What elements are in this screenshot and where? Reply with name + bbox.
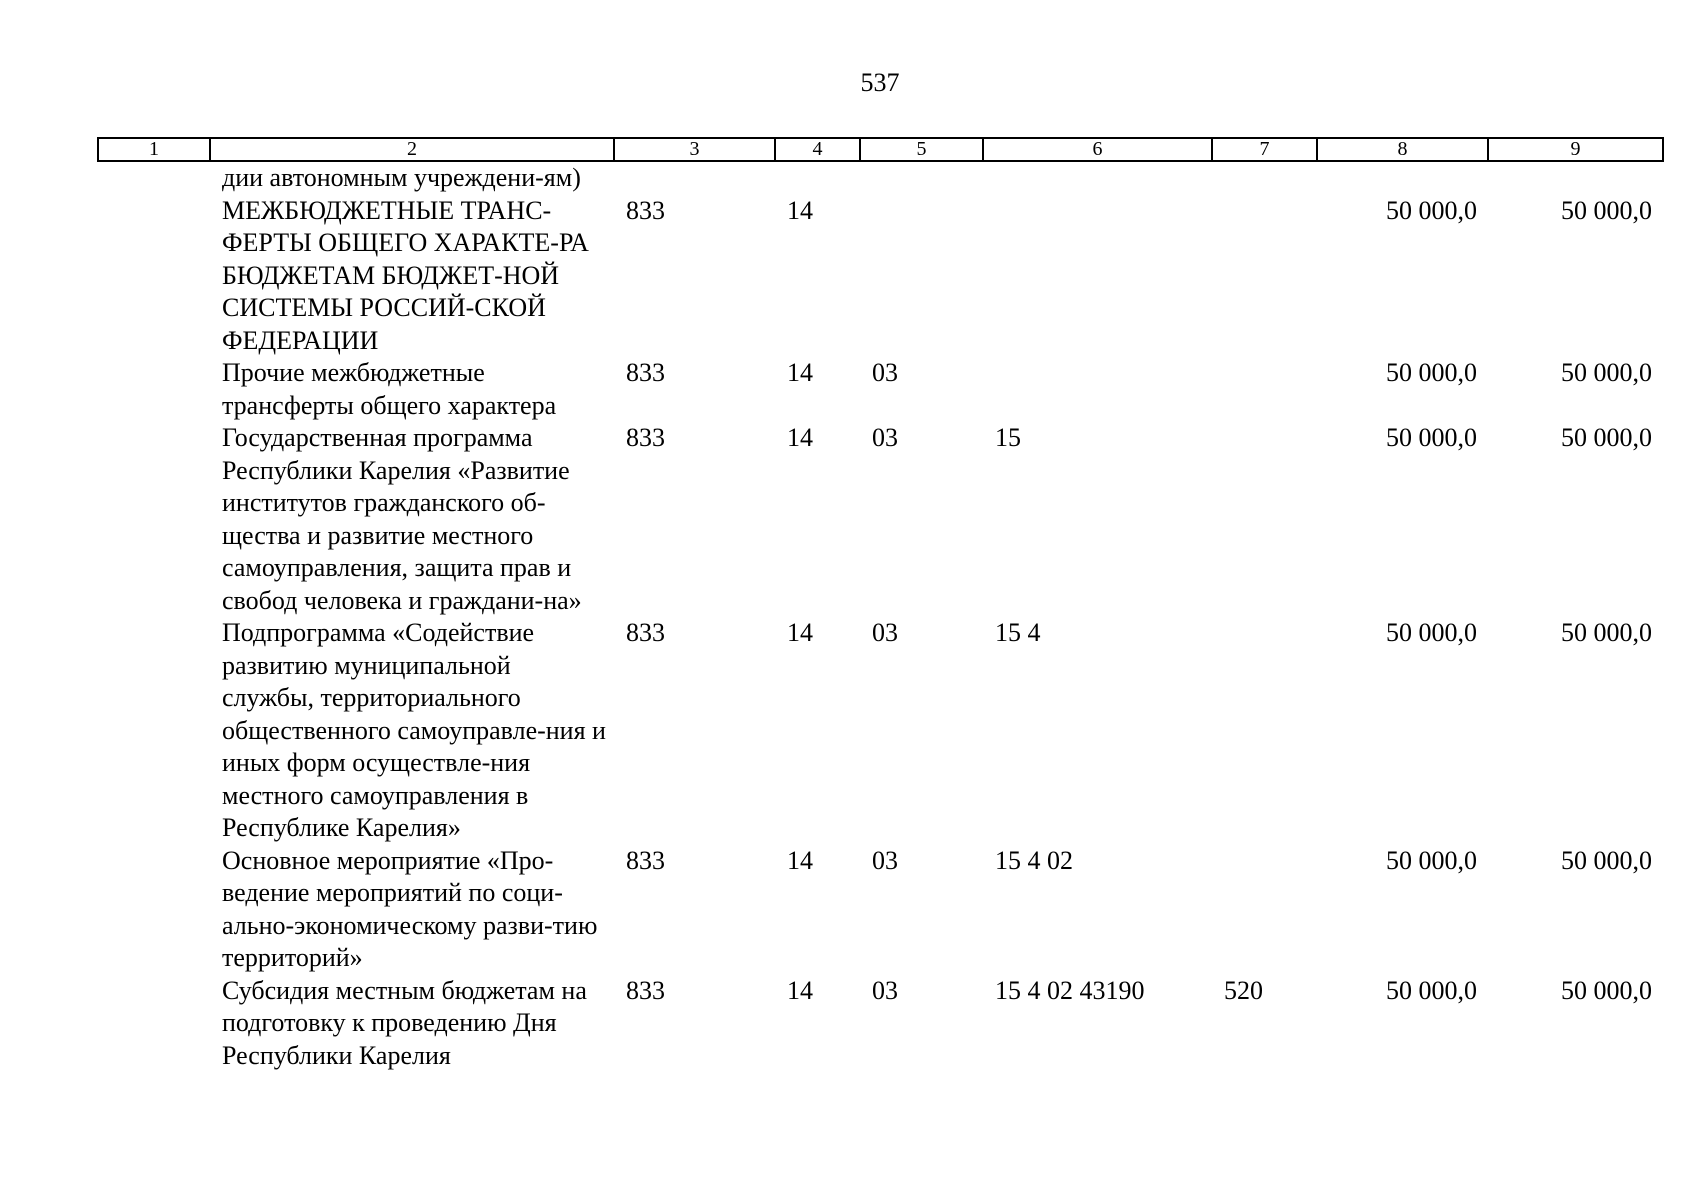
table-row [98,357,1663,422]
cell-target-article: 15 [995,423,1021,452]
cell-amount-2: 50 000,0 [1561,975,1652,1005]
cell-section: 14 [787,845,813,875]
cell-amount-1: 50 000,0 [1386,195,1477,225]
cell-target-article: 15 4 02 [995,845,1073,875]
cell-col1 [98,617,210,845]
table-row [98,422,1663,617]
cell-amount-1: 50 000,0 [1386,845,1477,875]
cell-name: МЕЖБЮДЖЕТНЫЕ ТРАНС-ФЕРТЫ ОБЩЕГО ХАРАКТЕ-РА БЮДЖЕТАМ БЮДЖЕТ-НОЙ СИСТЕМЫ РОССИЙ-СКОЙ ФЕДЕРАЦИИ [222,195,589,355]
cell-amount-2: 50 000,0 [1561,845,1652,875]
cell-subsection [860,161,983,195]
cell-target-article [983,195,1212,358]
cell-expense-type [1212,357,1317,422]
cell-ministry-code: 833 [626,845,665,875]
cell-expense-type: 520 [1224,975,1263,1005]
table-row [98,617,1663,845]
header-col-5: 5 [860,138,983,161]
cell-col1 [98,357,210,422]
cell-ministry-code: 833 [626,195,665,225]
cell-amount-1 [1317,161,1488,195]
cell-name: Подпрограмма «Содействие развитию муниципальной службы, территориального общественного самоуправле-ния и иных форм осуществле-ния местного самоуправления в Республике Карелия» [222,618,606,842]
cell-expense-type [1212,161,1317,195]
header-col-2: 2 [210,138,614,161]
cell-ministry-code: 833 [626,618,665,647]
cell-subsection: 03 [872,423,898,452]
header-col-7: 7 [1212,138,1317,161]
cell-subsection [860,195,983,358]
cell-expense-type [1212,845,1317,975]
header-col-9: 9 [1488,138,1663,161]
cell-ministry-code [614,161,775,195]
cell-subsection: 03 [872,845,898,875]
cell-section: 14 [787,358,813,387]
cell-section: 14 [787,975,813,1005]
cell-amount-1: 50 000,0 [1386,358,1477,387]
cell-name: Прочие межбюджетные трансферты общего характера [222,358,557,420]
cell-name: дии автономным учреждени-ям) [222,163,581,192]
header-col-4: 4 [775,138,860,161]
header-col-3: 3 [614,138,775,161]
page-number: 537 [860,68,900,97]
cell-name: Государственная программа Республики Карелия «Развитие институтов гражданского об-щества и развитие местного самоуправления, защита прав и свобод человека и граждани-на» [222,423,582,615]
table-row [98,161,1663,195]
cell-amount-2: 50 000,0 [1561,195,1652,225]
header-col-1: 1 [98,138,210,161]
cell-subsection: 03 [872,358,898,387]
cell-expense-type [1212,422,1317,617]
table-row [98,975,1663,1073]
cell-col1 [98,975,210,1073]
cell-amount-1: 50 000,0 [1386,618,1477,647]
header-col-6: 6 [983,138,1212,161]
cell-col1 [98,195,210,358]
cell-amount-2: 50 000,0 [1561,358,1652,387]
cell-ministry-code: 833 [626,423,665,452]
cell-section: 14 [787,423,813,452]
table-row [98,195,1663,358]
header-col-8: 8 [1317,138,1488,161]
cell-target-article [983,161,1212,195]
cell-subsection: 03 [872,618,898,647]
cell-amount-2: 50 000,0 [1561,618,1652,647]
cell-ministry-code: 833 [626,975,665,1005]
table-body [98,161,1663,1072]
cell-section: 14 [787,195,813,225]
cell-target-article [983,357,1212,422]
cell-amount-2 [1488,161,1663,195]
cell-expense-type [1212,617,1317,845]
cell-target-article: 15 4 02 43190 [995,975,1145,1005]
cell-amount-1: 50 000,0 [1386,975,1477,1005]
cell-col1 [98,422,210,617]
cell-ministry-code: 833 [626,358,665,387]
cell-name: Основное мероприятие «Про-ведение мероприятий по соци-ально-экономическому разви-тию территорий» [222,845,598,972]
cell-col1 [98,845,210,975]
cell-section [775,161,860,195]
table-row [98,845,1663,975]
table-header [98,138,1663,161]
cell-amount-1: 50 000,0 [1386,423,1477,452]
cell-amount-2: 50 000,0 [1561,423,1652,452]
cell-name: Субсидия местным бюджетам на подготовку к проведению Дня Республики Карелия [222,975,587,1070]
cell-expense-type [1212,195,1317,358]
cell-col1 [98,161,210,195]
cell-target-article: 15 4 [995,618,1041,647]
cell-section: 14 [787,618,813,647]
header-row [98,138,1663,161]
cell-subsection: 03 [872,975,898,1005]
budget-table [97,137,1664,1072]
